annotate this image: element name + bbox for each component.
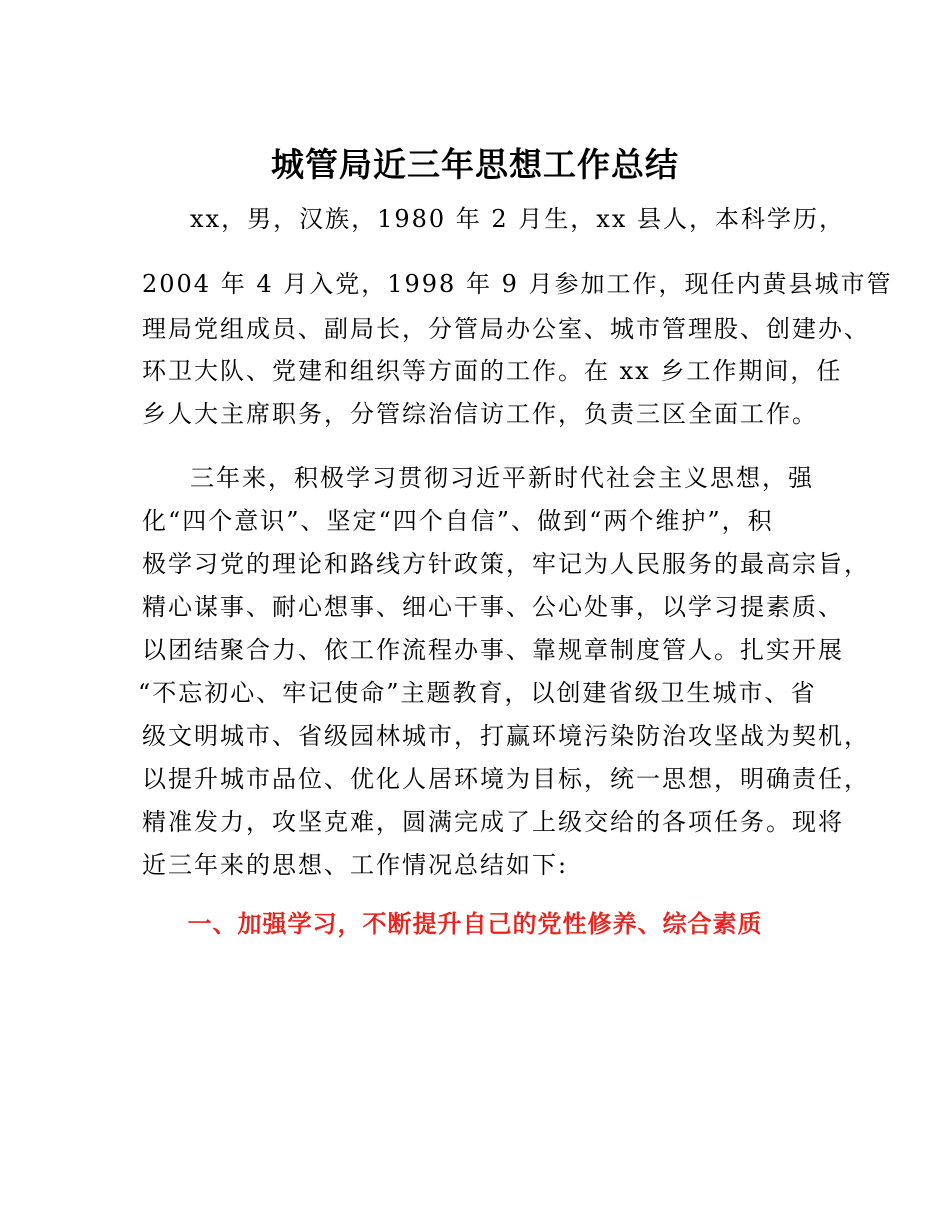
section-heading: 一、加强学习，不断提升自己的党性修养、综合素质 — [187, 910, 763, 938]
paragraph-2-line-3: 极学习党的理论和路线方针政策，牢记为人民服务的最高宗旨， — [142, 550, 870, 578]
paragraph-1-line-4: 环卫大队、党建和组织等方面的工作。在 xx 乡工作期间，任 — [142, 357, 843, 385]
paragraph-2-line-10: 近三年来的思想、工作情况总结如下: — [142, 851, 569, 879]
paragraph-1-line-2: 2004 年 4 月入党，1998 年 9 月参加工作，现任内黄县城市管 — [142, 270, 893, 298]
paragraph-2-line-6: “不忘初心、牢记使命”主题教育，以创建省级卫生城市、省 — [138, 679, 817, 707]
paragraph-2-line-8: 以提升城市品位、优化人居环境为目标，统一思想，明确责任， — [142, 765, 870, 793]
paragraph-2-line-1: 三年来，积极学习贯彻习近平新时代社会主义思想，强 — [190, 464, 814, 492]
paragraph-2-line-2: 化“四个意识”、坚定“四个自信”、做到“两个维护”，积 — [142, 507, 774, 535]
paragraph-2-line-7: 级文明城市、省级园林城市，打赢环境污染防治攻坚战为契机， — [142, 722, 870, 750]
paragraph-2-line-9: 精准发力，攻坚克难，圆满完成了上级交给的各项任务。现将 — [142, 808, 844, 836]
document-title: 城管局近三年思想工作总结 — [271, 145, 679, 184]
paragraph-2-line-4: 精心谋事、耐心想事、细心干事、公心处事，以学习提素质、 — [142, 593, 844, 621]
paragraph-2-line-5: 以团结聚合力、依工作流程办事、靠规章制度管人。扎实开展 — [142, 636, 844, 664]
paragraph-1-line-3: 理局党组成员、副局长，分管局办公室、城市管理股、创建办、 — [142, 315, 870, 343]
paragraph-1-line-1: xx，男，汉族，1980 年 2 月生，xx 县人，本科学历， — [190, 205, 846, 233]
paragraph-1-line-5: 乡人大主席职务，分管综治信访工作，负责三区全面工作。 — [142, 400, 818, 428]
